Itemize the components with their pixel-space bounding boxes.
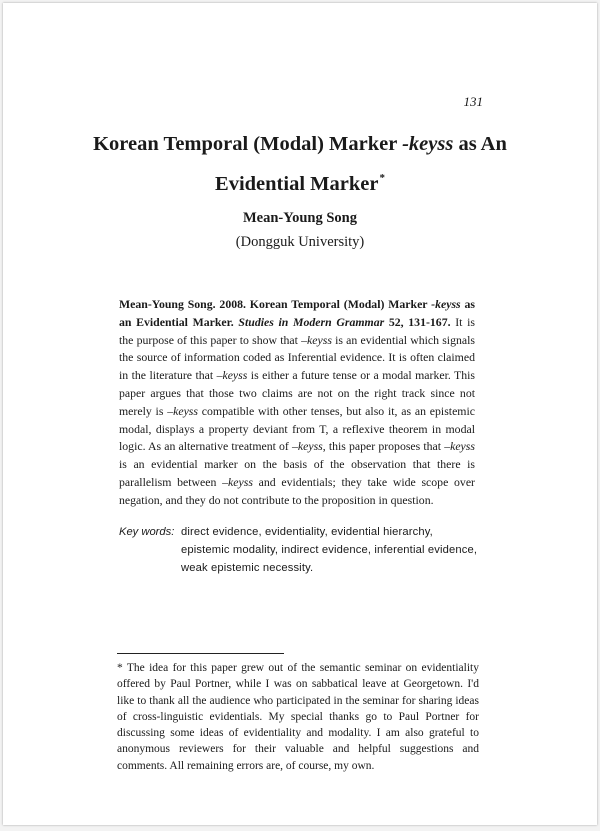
keywords-list: direct evidence, evidentiality, evidential hierarchy, epistemic modality, indirect evidence, inferential evidence, weak epistemic necessity. bbox=[181, 526, 478, 574]
citation bbox=[119, 297, 475, 329]
abstract-text: It is the purpose of this paper to show that bbox=[119, 314, 475, 347]
title-suffix: as An bbox=[453, 133, 507, 155]
author-name: Mean-Young Song bbox=[242, 210, 357, 226]
paper-page bbox=[3, 3, 597, 825]
abstract-marker: –keyss bbox=[216, 368, 248, 383]
title-line-2 bbox=[43, 161, 557, 201]
title-marker: -keyss bbox=[402, 133, 454, 155]
citation-author: Mean-Young Song. 2008. Korean Temporal (Modal) Marker bbox=[119, 297, 432, 311]
title-footnote-mark[interactable]: * bbox=[379, 172, 385, 184]
abstract bbox=[119, 296, 475, 510]
abstract-text: is an evidential marker on the basis of the observation that there is parallelism between bbox=[119, 457, 475, 489]
abstract-marker: –keyss bbox=[291, 439, 323, 454]
footnote: * The idea for this paper grew out of the semantic seminar on evidentiality offered by Paul Portner, while I was on sabbatical leave at Georgetown. I'd like to thank all the audience who participated in the seminar for sharing ideas of cross-linguistic evidentials. My special thanks go to Paul Portner for discussing some ideas of evidentiality and modality. I am also grateful to anonymous reviewers for their valuable and helpful suggestions and comments. All remaining errors are, of course, my own. bbox=[117, 662, 479, 772]
abstract-text: and evidentials; they take wide scope over negation, and they do not contribute to the proposition in question. bbox=[119, 474, 475, 507]
paper-title bbox=[43, 127, 557, 201]
page-number: 131 bbox=[463, 94, 483, 109]
abstract-marker: –keyss bbox=[167, 403, 198, 418]
abstract-marker: –keyss bbox=[444, 439, 475, 454]
footnote-divider bbox=[117, 653, 284, 654]
abstract-text: compatible with other tenses, but also it, as an epistemic modal, displays a property deviant from T, a reflexive theorem in modal logic. As an alternative treatment of bbox=[119, 403, 475, 454]
keywords bbox=[119, 523, 479, 577]
citation-volume-pages: 52, 131-167. bbox=[384, 314, 451, 329]
abstract-text: , this paper proposes that bbox=[322, 439, 445, 454]
citation-journal: Studies in Modern Grammar bbox=[238, 314, 385, 329]
keywords-label: Key words: bbox=[119, 526, 175, 538]
citation-marker: -keyss bbox=[431, 297, 461, 311]
title-prefix: Korean Temporal (Modal) Marker bbox=[93, 133, 403, 155]
abstract-marker: –keyss bbox=[301, 332, 332, 347]
abstract-text: is an evidential which signals the source of information coded as Inferential evidence. It is often claimed in the literature that bbox=[119, 332, 475, 383]
title-line-2-text: Evidential Marker bbox=[215, 173, 379, 195]
author-affiliation: (Dongguk University) bbox=[235, 234, 365, 250]
abstract-marker: –keyss bbox=[222, 474, 253, 489]
citation-title-end: as an Evidential Marker. bbox=[119, 297, 475, 329]
abstract-text: is either a future tense or a modal marker. This paper argues that those two claims are not on the right track since not merely is bbox=[119, 368, 475, 418]
